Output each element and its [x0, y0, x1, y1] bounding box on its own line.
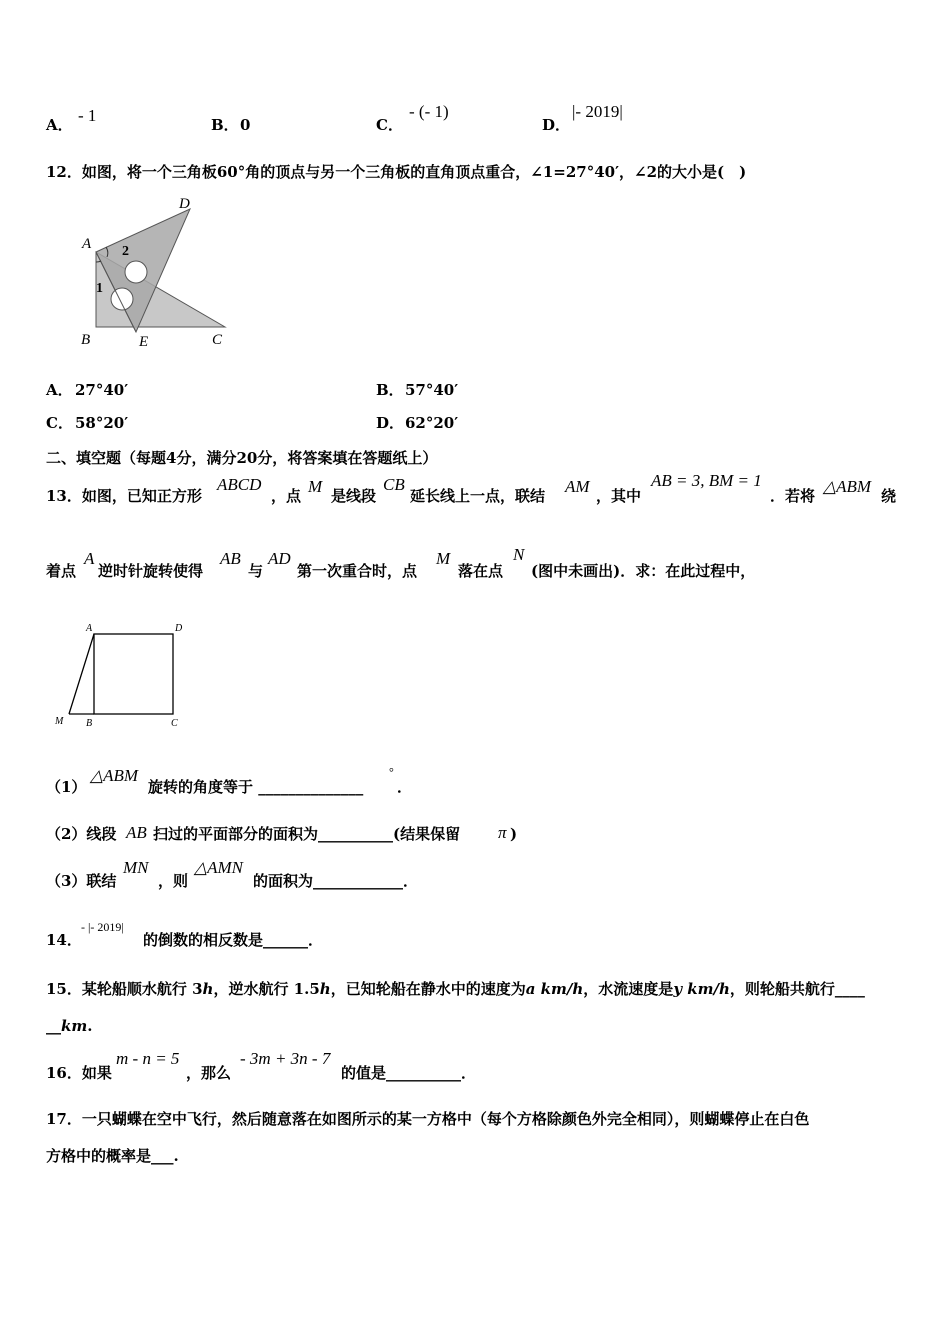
point-a-label: A [82, 236, 92, 252]
square-abcd [94, 634, 173, 714]
q14-number: 14． [46, 931, 82, 949]
point-b-label: B [86, 718, 93, 729]
q13-text: 第一次重合时，点 [297, 562, 418, 580]
q16-text: 16．如果 [46, 1064, 112, 1082]
q13-math: AB = 3, BM = 1 [651, 471, 762, 490]
q13-math: N [513, 545, 525, 564]
q13-part2-text: ) [510, 825, 518, 843]
q15-text: __ [46, 1017, 61, 1035]
q13-part2-text: （2）线段 [46, 825, 117, 843]
point-a-label: A [86, 623, 93, 634]
q15-unit: h [319, 980, 331, 998]
q15-unit: h [202, 980, 214, 998]
q12-option-c-label: C． [46, 414, 73, 432]
q13-text: (图中未画出)．求：在此过程中， [531, 562, 756, 580]
point-c-label: C [171, 718, 178, 729]
q16-text: 的值是__________． [341, 1064, 477, 1082]
q13-text: 是线段 [331, 487, 377, 505]
q15-text: ，则轮船共航行____ [729, 980, 865, 998]
q13-text: ，点 [271, 487, 302, 505]
point-d-label: D [175, 623, 183, 634]
q12-option-a-value: 27°40′ [75, 381, 129, 399]
q15-line2 [46, 1017, 93, 1035]
q13-part1-math: △ABM [90, 766, 139, 785]
q17-line1: 17．一只蝴蝶在空中飞行，然后随意落在如图所示的某一方格中（每个方格除颜色外完全相同），则蝴蝶停止在白色 [46, 1110, 810, 1128]
angle-2-label: 2 [122, 244, 129, 259]
q12-option-b-value: 57°40′ [405, 381, 459, 399]
q13-part1-text: 旋转的角度等于 ______________ [148, 778, 364, 796]
q16-text: ，那么 [186, 1064, 232, 1082]
q11-option-c-value: - (- 1) [409, 102, 449, 121]
q16-math: m - n = 5 [116, 1049, 180, 1068]
q13-part3-math: △AMN [194, 858, 243, 877]
hole-circle [125, 261, 147, 283]
q13-part1-text: ． [397, 778, 413, 796]
q11-option-c-label: C． [376, 116, 403, 134]
q13-math: M [436, 549, 451, 568]
angle-1-label: 1 [96, 281, 103, 296]
pi-symbol: π [498, 823, 507, 842]
q15-text: 15．某轮船顺水航行 3 [46, 980, 203, 998]
point-e-label: E [139, 334, 149, 350]
q15-text: . [87, 1017, 93, 1035]
q12-option-d-value: 62°20′ [405, 414, 459, 432]
q13-figure [52, 618, 197, 733]
q17-line2: 方格中的概率是___. [46, 1147, 179, 1165]
point-d-label: D [179, 196, 190, 212]
q13-text: 13．如图，已知正方形 [46, 487, 202, 505]
q13-part3-text: ，则 [158, 872, 189, 890]
q13-part3-math: MN [123, 858, 149, 877]
q13-text: 延长线上一点，联结 [410, 487, 546, 505]
q12-stem: 12．如图，将一个三角板60°角的顶点与另一个三角板的直角顶点重合，∠1=27°40′，∠2的大小是( ) [46, 163, 747, 181]
point-c-label: C [212, 332, 223, 348]
q13-text: ．若将 [770, 487, 816, 505]
q12-option-a-label: A． [46, 381, 73, 399]
q13-text: 逆时针旋转使得 [98, 562, 204, 580]
q13-math: AM [565, 477, 590, 496]
q11-option-b-label: B． [211, 116, 239, 134]
q11-option-d-label: D． [542, 116, 571, 134]
q12-figure [76, 192, 236, 354]
q13-part1-text: （1） [46, 778, 87, 796]
q13-part2-math: AB [126, 823, 147, 842]
q13-text: ，其中 [596, 487, 642, 505]
q13-math: A [84, 549, 95, 568]
q13-part3-text: （3）联结 [46, 872, 117, 890]
q13-math: M [308, 477, 323, 496]
q13-part3-text: 的面积为____________． [253, 872, 419, 890]
q13-math: ABCD [217, 475, 262, 494]
q14-math: - |- 2019| [81, 920, 124, 934]
point-b-label: B [81, 332, 91, 348]
q11-option-b-value: 0 [240, 116, 251, 134]
q13-math: AD [268, 549, 291, 568]
q13-part2-text: 扫过的平面部分的面积为__________(结果保留 [153, 825, 461, 843]
q13-math: △ABM [823, 477, 872, 496]
q12-option-c-value: 58°20′ [75, 414, 129, 432]
q13-text: 着点 [46, 562, 77, 580]
q12-option-d-label: D． [376, 414, 405, 432]
q15-unit: a km/h [525, 980, 584, 998]
q15-unit: y km/h [673, 980, 730, 998]
segment-am [69, 634, 94, 714]
q16-math: - 3m + 3n - 7 [240, 1049, 331, 1068]
point-m-label: M [55, 716, 64, 727]
q14-text: 的倒数的相反数是______． [143, 931, 324, 949]
hole-circle [111, 288, 133, 310]
degree-symbol: ° [389, 765, 394, 779]
q13-math: CB [383, 475, 405, 494]
q15-text: ，逆水航行 1.5 [213, 980, 320, 998]
q12-option-b-label: B． [376, 381, 404, 399]
q13-text: 落在点 [458, 562, 504, 580]
q13-text: 与 [248, 562, 264, 580]
q11-option-a-label: A． [46, 116, 73, 134]
q11-option-d-value: |- 2019| [572, 102, 623, 121]
q15-text: ，已知轮船在静水中的速度为 [330, 980, 526, 998]
q15-line1 [46, 980, 865, 998]
q13-math: AB [220, 549, 241, 568]
q13-text: 绕 [881, 487, 897, 505]
section-2-heading: 二、填空题（每题4分，满分20分，将答案填在答题纸上） [46, 449, 438, 467]
q15-unit: km [61, 1017, 88, 1035]
q11-option-a-value: - 1 [78, 106, 97, 125]
q15-text: ，水流速度是 [583, 980, 674, 998]
